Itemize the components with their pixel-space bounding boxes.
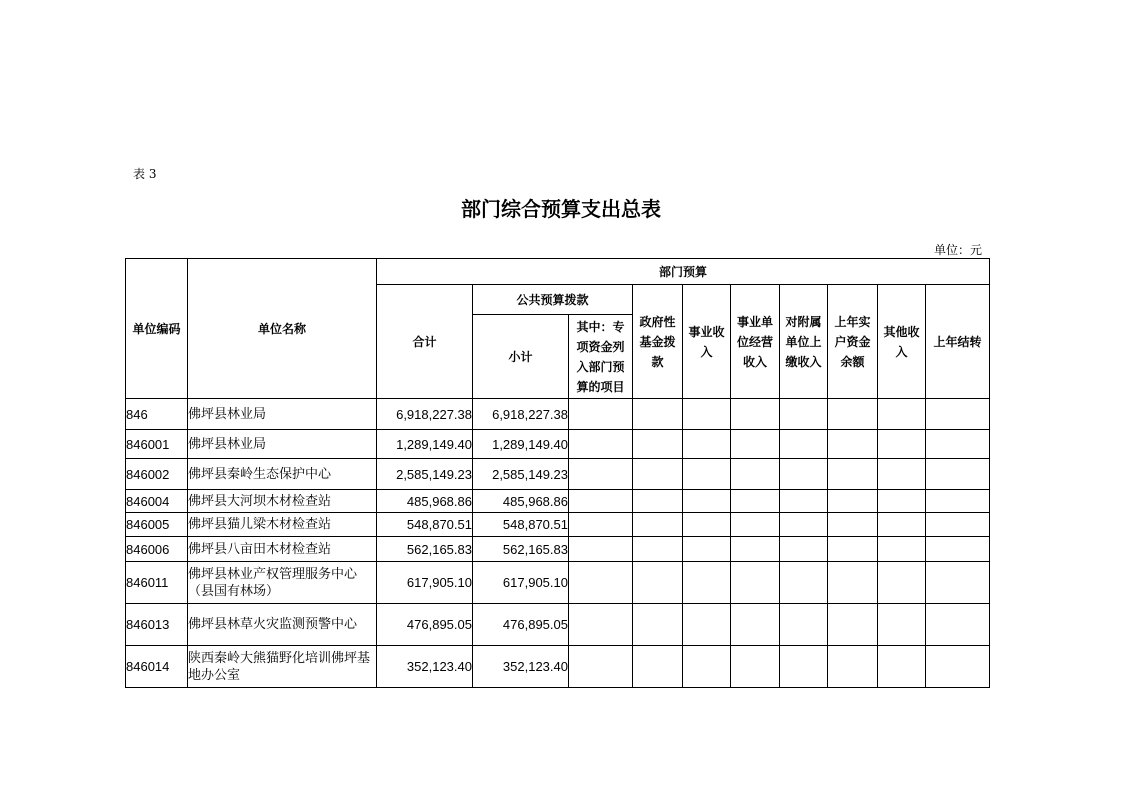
row-empty-cell — [780, 646, 828, 688]
row-empty-cell — [731, 562, 780, 604]
row-subtotal: 476,895.05 — [473, 604, 569, 646]
row-empty-cell — [633, 430, 683, 459]
row-empty-cell — [731, 646, 780, 688]
row-empty-cell — [926, 490, 990, 513]
row-empty-cell — [683, 646, 731, 688]
row-empty-cell — [780, 604, 828, 646]
row-empty-cell — [780, 562, 828, 604]
row-empty-cell — [878, 513, 926, 537]
row-subtotal: 2,585,149.23 — [473, 459, 569, 490]
row-name: 陕西秦岭大熊猫野化培训佛坪基地办公室 — [188, 646, 377, 688]
table-row — [126, 646, 990, 688]
row-empty-cell — [878, 430, 926, 459]
row-subtotal: 1,289,149.40 — [473, 430, 569, 459]
header-special-funds: 其中：专项资金列入部门预算的项目 — [569, 315, 633, 399]
row-empty-cell — [878, 399, 926, 430]
row-empty-cell — [683, 562, 731, 604]
row-empty-cell — [633, 604, 683, 646]
row-subtotal: 562,165.83 — [473, 537, 569, 562]
row-name: 佛坪县林业局 — [188, 399, 377, 430]
row-empty-cell — [569, 430, 633, 459]
row-code: 846 — [126, 399, 188, 430]
row-empty-cell — [731, 399, 780, 430]
row-empty-cell — [683, 430, 731, 459]
table-row — [126, 562, 990, 604]
row-total: 2,585,149.23 — [377, 459, 473, 490]
row-empty-cell — [926, 646, 990, 688]
row-empty-cell — [878, 562, 926, 604]
row-empty-cell — [926, 430, 990, 459]
row-empty-cell — [828, 459, 878, 490]
row-empty-cell — [633, 490, 683, 513]
header-other-income: 其他收入 — [878, 285, 926, 399]
row-empty-cell — [780, 490, 828, 513]
row-empty-cell — [683, 537, 731, 562]
row-empty-cell — [683, 513, 731, 537]
row-empty-cell — [683, 459, 731, 490]
header-unit-name: 单位名称 — [188, 259, 377, 399]
table-row — [126, 459, 990, 490]
row-name: 佛坪县八亩田木材检查站 — [188, 537, 377, 562]
row-empty-cell — [828, 562, 878, 604]
row-empty-cell — [780, 537, 828, 562]
table-row — [126, 537, 990, 562]
row-empty-cell — [683, 490, 731, 513]
row-name: 佛坪县猫儿梁木材检查站 — [188, 513, 377, 537]
row-total: 485,968.86 — [377, 490, 473, 513]
header-subsidiary-income: 对附属单位上缴收入 — [780, 285, 828, 399]
row-empty-cell — [780, 513, 828, 537]
row-subtotal: 548,870.51 — [473, 513, 569, 537]
row-code: 846006 — [126, 537, 188, 562]
header-subtotal: 小计 — [473, 315, 569, 399]
row-total: 6,918,227.38 — [377, 399, 473, 430]
row-empty-cell — [633, 646, 683, 688]
row-empty-cell — [569, 459, 633, 490]
table-header — [126, 259, 990, 399]
header-prior-balance: 上年实户资金余额 — [828, 285, 878, 399]
row-empty-cell — [683, 604, 731, 646]
row-empty-cell — [731, 604, 780, 646]
table-row — [126, 490, 990, 513]
row-empty-cell — [633, 562, 683, 604]
budget-table — [125, 258, 990, 688]
row-empty-cell — [731, 490, 780, 513]
row-empty-cell — [828, 604, 878, 646]
row-code: 846014 — [126, 646, 188, 688]
row-empty-cell — [731, 537, 780, 562]
row-total: 617,905.10 — [377, 562, 473, 604]
row-empty-cell — [878, 604, 926, 646]
row-name: 佛坪县林业产权管理服务中心（县国有林场） — [188, 562, 377, 604]
unit-label: 单位：元 — [933, 243, 982, 257]
row-subtotal: 352,123.40 — [473, 646, 569, 688]
row-empty-cell — [828, 513, 878, 537]
row-empty-cell — [683, 399, 731, 430]
row-empty-cell — [828, 490, 878, 513]
row-total: 548,870.51 — [377, 513, 473, 537]
table-row — [126, 399, 990, 430]
row-code: 846011 — [126, 562, 188, 604]
row-empty-cell — [633, 459, 683, 490]
row-empty-cell — [633, 537, 683, 562]
row-code: 846005 — [126, 513, 188, 537]
row-name: 佛坪县秦岭生态保护中心 — [188, 459, 377, 490]
row-empty-cell — [828, 399, 878, 430]
row-code: 846004 — [126, 490, 188, 513]
header-gov-fund: 政府性基金拨款 — [633, 285, 683, 399]
row-empty-cell — [569, 537, 633, 562]
table-body — [126, 399, 990, 688]
row-empty-cell — [569, 490, 633, 513]
row-total: 1,289,149.40 — [377, 430, 473, 459]
row-empty-cell — [569, 562, 633, 604]
header-unit-code: 单位编码 — [126, 259, 188, 399]
row-empty-cell — [633, 399, 683, 430]
row-empty-cell — [878, 646, 926, 688]
row-code: 846002 — [126, 459, 188, 490]
row-empty-cell — [569, 646, 633, 688]
header-dept-budget: 部门预算 — [377, 259, 990, 285]
table-row — [126, 604, 990, 646]
header-total: 合计 — [377, 285, 473, 399]
row-subtotal: 617,905.10 — [473, 562, 569, 604]
row-empty-cell — [926, 459, 990, 490]
row-empty-cell — [569, 604, 633, 646]
row-total: 476,895.05 — [377, 604, 473, 646]
row-empty-cell — [569, 513, 633, 537]
row-empty-cell — [731, 513, 780, 537]
row-empty-cell — [926, 562, 990, 604]
row-total: 562,165.83 — [377, 537, 473, 562]
row-empty-cell — [926, 399, 990, 430]
row-empty-cell — [828, 646, 878, 688]
row-name: 佛坪县林业局 — [188, 430, 377, 459]
row-name: 佛坪县林草火灾监测预警中心 — [188, 604, 377, 646]
header-public-budget: 公共预算拨款 — [473, 285, 633, 315]
row-empty-cell — [731, 459, 780, 490]
row-empty-cell — [569, 399, 633, 430]
table-row — [126, 513, 990, 537]
row-subtotal: 6,918,227.38 — [473, 399, 569, 430]
row-empty-cell — [878, 459, 926, 490]
row-empty-cell — [878, 537, 926, 562]
row-empty-cell — [731, 430, 780, 459]
header-business-income: 事业收入 — [683, 285, 731, 399]
header-operating-income: 事业单位经营收入 — [731, 285, 780, 399]
row-code: 846013 — [126, 604, 188, 646]
row-empty-cell — [926, 513, 990, 537]
row-name: 佛坪县大河坝木材检查站 — [188, 490, 377, 513]
table-row — [126, 430, 990, 459]
table-number-label: 表 3 — [133, 167, 157, 181]
row-empty-cell — [878, 490, 926, 513]
row-code: 846001 — [126, 430, 188, 459]
row-empty-cell — [926, 537, 990, 562]
row-subtotal: 485,968.86 — [473, 490, 569, 513]
row-empty-cell — [780, 430, 828, 459]
row-empty-cell — [926, 604, 990, 646]
row-empty-cell — [828, 430, 878, 459]
row-empty-cell — [780, 459, 828, 490]
header-carryover: 上年结转 — [926, 285, 990, 399]
row-empty-cell — [828, 537, 878, 562]
page-title: 部门综合预算支出总表 — [461, 197, 661, 221]
row-empty-cell — [633, 513, 683, 537]
row-empty-cell — [780, 399, 828, 430]
row-total: 352,123.40 — [377, 646, 473, 688]
